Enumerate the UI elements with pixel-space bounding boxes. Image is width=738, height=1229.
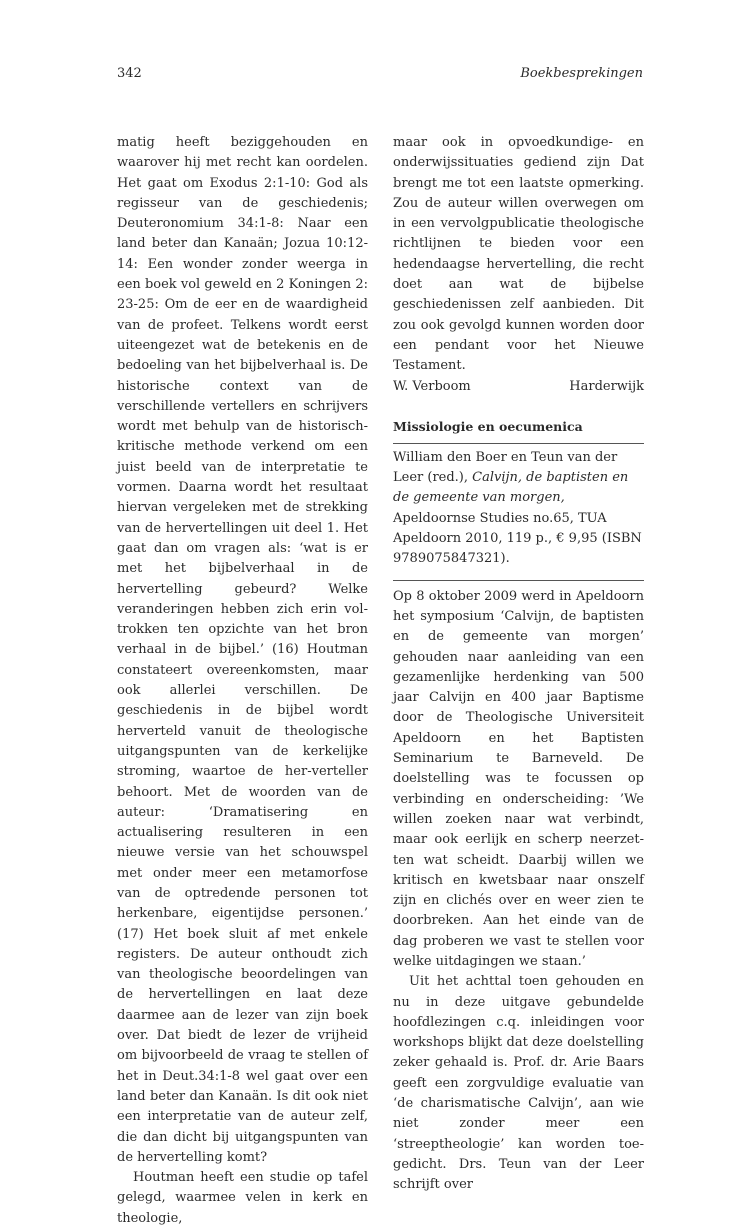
- running-head: Boekbesprekingen: [520, 66, 643, 81]
- left-paragraph-2: Houtman heeft een studie op tafel gelegd, waarmee velen in kerk en theologie,: [117, 1170, 368, 1226]
- reviewer-signature: [393, 377, 644, 397]
- right-paragraph-1: maar ook in opvoedkundige- en onderwijssituaties gediend zijn Dat brengt me tot een laatste opmerking. Zou de auteur willen overwegen om in een vervolgpublicatie theologische richtlijnen te bieden voor een hedendaagse hervertelling, die recht doet aan wat de bijbelse geschiedenissen zelf aanbieden. Dit zou ook gevolgd kunnen worden door een pendant voor het Nieuwe Testament.: [393, 135, 644, 374]
- section-heading: Missiologie en oecumenica: [393, 418, 583, 434]
- page-number: 342: [117, 66, 142, 81]
- bib-details: Apeldoornse Studies no.65, TUA Apeldoorn 2010, 119 p., € 9,95 (ISBN 9789075847321).: [393, 510, 642, 567]
- bib-rule-bottom: [393, 580, 644, 581]
- bibliographic-entry: [393, 444, 644, 574]
- left-paragraph-1: matig heeft beziggehouden en waarover hij met recht kan oordelen. Het gaat om Exodus 2:1-10: God als regisseur van de geschiedenis; Deuteronomium 34:1-8: Naar een land beter dan Kanaän; Jozua 10:12-14: Een wonder zonder weerga in een boek vol geweld en 2 Koningen 2: 23-25: Om de eer en de waardigheid van de profeet. Telkens wordt eerst uiteengezet wat de betekenis en de bedoeling van het bijbelverhaal is. De historische context van de verschillende vertellers en schrijvers wordt met behulp van de historisch-kritische methode verkend om een juist beeld van de interpretatie te vormen. Daarna wordt het resultaat hiervan vergeleken met de strekking van de hervertellingen uit deel 1. Het gaat dan om vragen als: ‘wat is er met het bijbelverhaal in de hervertelling gebeurd? Welke veranderingen hebben zich erin voltrokken ten opzichte van het bron verhaal in de bijbel.’ (16) Houtman constateert overeenkomsten, maar ook allerlei verschillen. De geschiedenis in de bijbel wordt herverteld vanuit de theologische uitgangspunten van de kerkelijke stroming, waartoe de her-verteller behoort. Met de woorden van de auteur: ‘Dramatisering en actualisering resulteren in een nieuwe versie van het schouwspel met onder meer een metamorfose van de optredende personen tot herkenbare, eigentijdse personen.’ (17) Het boek sluit af met enkele registers. De auteur onthoudt zich van theologische beoordelingen van de hervertellingen en laat deze daarmee aan de lezer van zijn boek over. Dat biedt de lezer de vrijheid om bijvoorbeeld de vraag te stellen of het in Deut.34:1-8 wel gaat over een land beter dan Kanaän. Is dit ook niet een interpretatie van de auteur zelf, die dan dicht bij uitgangspunten van de hervertelling komt?: [117, 135, 368, 1165]
- right-paragraph-3: Uit het achttal toen gehouden en nu in deze uitgave gebundelde hoofdlezingen c.q. inleidingen voor workshops blijkt dat deze doelstelling zeker gehaald is. Prof. dr. Arie Baars geeft een zorgvuldige evaluatie van ‘de charismatische Calvijn’, aan wie niet zonder meer een ‘streeptheologie’ kan worden toegedicht. Drs. Teun van der Leer schrijft over: [393, 974, 644, 1193]
- left-column: [117, 133, 368, 1229]
- reviewer-name: W. Verboom: [393, 378, 471, 394]
- bib-authors: William den Boer en Teun van der Leer (red.),: [393, 449, 618, 486]
- reviewer-place: Harderwijk: [569, 378, 644, 394]
- right-paragraph-2: Op 8 oktober 2009 werd in Apeldoorn het symposium ‘Calvijn, de baptisten en de gemeente van morgen’ gehouden naar aanleiding van een gezamenlijke herdenking van 500 jaar Calvijn en 400 jaar Baptisme door de Theologische Universiteit Apeldoorn en het Baptisten Seminarium te Barneveld. De doelstelling was te focussen op verbinding en onderscheiding: ’We willen zoeken naar wat verbindt, maar ook eerlijk en scherp neerzetten wat scheidt. Daarbij willen we kritisch en kwetsbaar naar onszelf zijn en clichés over en weer zien te doorbreken. Aan het einde van de dag proberen we vast te stellen voor welke uitdagingen we staan.’: [393, 588, 644, 969]
- right-column: [393, 133, 644, 1196]
- bib-title: Calvijn, de baptisten en de gemeente van morgen,: [393, 470, 629, 506]
